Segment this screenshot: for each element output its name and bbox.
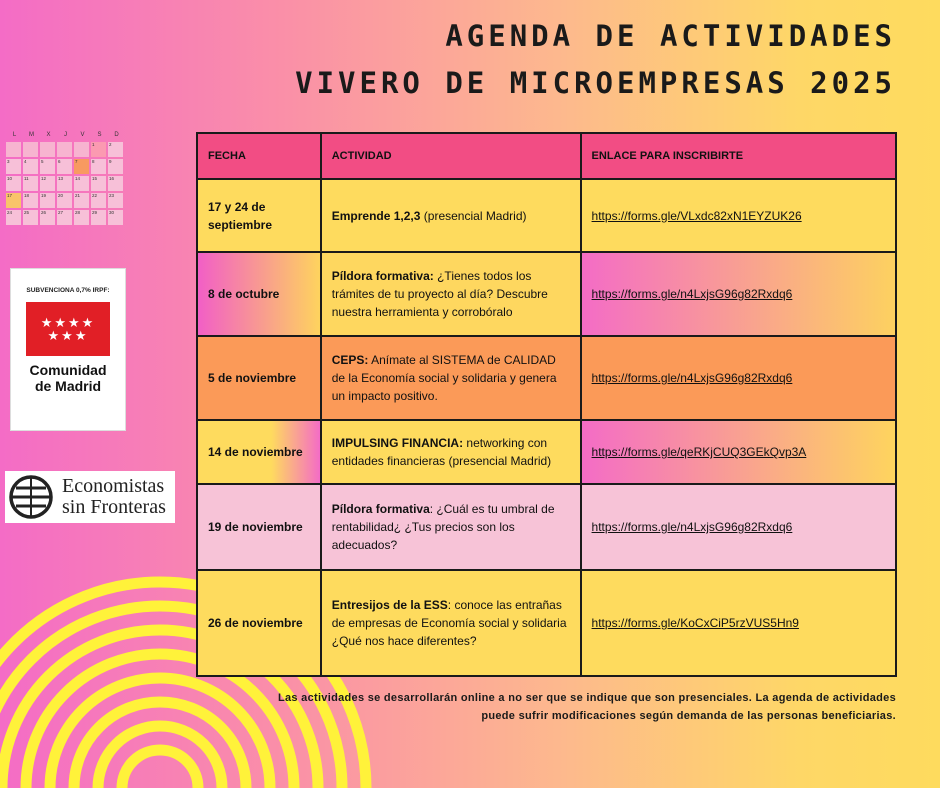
- registration-link[interactable]: https://forms.gle/VLxdc82xN1EYZUK26: [591, 208, 802, 223]
- calendar-day: 15: [91, 176, 106, 191]
- row-link-cell: [581, 420, 896, 484]
- row-activity: [321, 179, 581, 252]
- row-activity: [321, 252, 581, 336]
- calendar-day: 6: [57, 159, 72, 174]
- header-actividad: ACTIVIDAD: [321, 133, 581, 179]
- calendar-day: [57, 142, 72, 157]
- registration-link[interactable]: https://forms.gle/qeRKjCUQ3GEkQvp3A: [591, 445, 807, 459]
- footnote: Las actividades se desarrollarán online a no ser que se indique que son presenciales. La agenda de actividades puede sufrir modificaciones según demanda de las personas beneficiarias.: [277, 692, 896, 722]
- calendar-day: 13: [57, 176, 72, 191]
- activity-title: Emprende 1,2,3: [331, 208, 421, 223]
- table-row: [197, 252, 896, 336]
- calendar-day: 7: [74, 159, 89, 174]
- esf-globe-icon: [8, 474, 54, 520]
- table-row: [197, 420, 896, 484]
- row-date: 17 y 24 de septiembre: [197, 179, 321, 252]
- row-link-cell: [581, 252, 896, 336]
- row-activity: [321, 484, 581, 570]
- table-row: [197, 484, 896, 570]
- esf-name-line-1: Economistas: [62, 475, 165, 497]
- calendar-day: 17: [6, 193, 21, 208]
- row-link-cell: [581, 570, 896, 676]
- calendar-day: 3: [6, 159, 21, 174]
- mini-calendar: [6, 132, 126, 225]
- row-link-cell: [581, 484, 896, 570]
- calendar-day: 2: [108, 142, 123, 157]
- row-link-cell: [581, 179, 896, 252]
- table-row: [197, 570, 896, 676]
- calendar-day: [40, 142, 55, 157]
- calendar-day: 26: [40, 210, 55, 225]
- registration-link[interactable]: https://forms.gle/KoCxCiP5rzVUS5Hn9: [591, 616, 799, 630]
- agenda-table: [196, 132, 897, 677]
- calendar-day: 8: [91, 159, 106, 174]
- calendar-day: [23, 142, 38, 157]
- calendar-day: [74, 142, 89, 157]
- calendar-weekday: J: [64, 132, 67, 138]
- calendar-day: 25: [23, 210, 38, 225]
- calendar-day: 27: [57, 210, 72, 225]
- row-activity: [321, 420, 581, 484]
- row-activity: [321, 336, 581, 420]
- row-date: 19 de noviembre: [197, 484, 321, 570]
- calendar-day: 18: [23, 193, 38, 208]
- activity-description: Anímate al SISTEMA de CALIDAD de la Economía social y solidaria y genera un impacto positivo.: [331, 353, 557, 403]
- calendar-day: [6, 142, 21, 157]
- registration-link[interactable]: https://forms.gle/n4LxjsG96g82Rxdq6: [591, 371, 793, 385]
- registration-link[interactable]: https://forms.gle/n4LxjsG96g82Rxdq6: [591, 287, 793, 301]
- calendar-day: 28: [74, 210, 89, 225]
- activity-title: CEPS:: [331, 353, 369, 367]
- row-activity: [321, 570, 581, 676]
- page-title-line-2: VIVERO DE MICROEMPRESAS 2025: [295, 66, 896, 100]
- table-header-row: [197, 133, 896, 179]
- row-date: 14 de noviembre: [197, 420, 321, 484]
- calendar-day: 19: [40, 193, 55, 208]
- calendar-day: 23: [108, 193, 123, 208]
- row-date: 5 de noviembre: [197, 336, 321, 420]
- table-row: [197, 336, 896, 420]
- calendar-day: 12: [40, 176, 55, 191]
- registration-link[interactable]: https://forms.gle/n4LxjsG96g82Rxdq6: [591, 520, 793, 534]
- economistas-sin-fronteras-logo: [5, 471, 175, 523]
- calendar-weekday: V: [80, 132, 85, 138]
- calendar-day: 10: [6, 176, 21, 191]
- calendar-weekday: X: [46, 132, 51, 138]
- logo-subvenciona-label: SUBVENCIONA 0,7% IRPF:: [26, 287, 110, 294]
- calendar-day: 29: [91, 210, 106, 225]
- activity-title: IMPULSING FINANCIA:: [331, 436, 464, 450]
- activity-description: networking con entidades financieras (presencial Madrid): [331, 436, 552, 468]
- calendar-day: 4: [23, 159, 38, 174]
- activity-description: ¿Tienes todos los trámites de tu proyecto al día? Descubre nuestra herramienta y corrobóralo: [331, 269, 548, 319]
- calendar-day: 14: [74, 176, 89, 191]
- calendar-day: 30: [108, 210, 123, 225]
- calendar-weekday: S: [97, 132, 102, 138]
- esf-name-line-2: sin Fronteras: [62, 496, 166, 518]
- row-link-cell: [581, 336, 896, 420]
- calendar-day: 21: [74, 193, 89, 208]
- activity-description: : conoce las entrañas de empresas de Economía social y solidaria ¿Qué nos hace diferentes?: [331, 598, 567, 648]
- page-title-line-1: AGENDA DE ACTIVIDADES: [445, 19, 896, 53]
- logo-name-line-2: de Madrid: [34, 378, 102, 394]
- calendar-day: 20: [57, 193, 72, 208]
- activity-title: Píldora formativa:: [331, 269, 434, 283]
- calendar-day: 9: [108, 159, 123, 174]
- table-row: [197, 179, 896, 252]
- calendar-weekdays: [6, 132, 126, 138]
- header-fecha: FECHA: [197, 133, 321, 179]
- activity-title: Entresijos de la ESS: [331, 598, 448, 612]
- logo-name-line-1: Comunidad: [29, 362, 107, 378]
- calendar-day: 11: [23, 176, 38, 191]
- calendar-day: 1: [91, 142, 106, 157]
- calendar-day: 16: [108, 176, 123, 191]
- activity-title: Píldora formativa: [331, 502, 430, 516]
- madrid-flag-icon: ★★★★ ★★★: [26, 302, 110, 356]
- activity-description: : ¿Cuál es tu umbral de rentabilidad¿ ¿Tus precios son los adecuados?: [331, 502, 555, 552]
- calendar-day: 5: [40, 159, 55, 174]
- calendar-weekday: L: [12, 132, 17, 138]
- header-enlace: ENLACE PARA INSCRIBIRTE: [581, 133, 896, 179]
- calendar-day: 22: [91, 193, 106, 208]
- row-date: 26 de noviembre: [197, 570, 321, 676]
- calendar-weekday: M: [29, 132, 34, 138]
- activity-description: (presencial Madrid): [420, 208, 527, 223]
- calendar-day: 24: [6, 210, 21, 225]
- comunidad-madrid-logo: [10, 268, 126, 431]
- calendar-weekday: D: [114, 132, 119, 138]
- calendar-grid: [6, 142, 126, 225]
- row-date: 8 de octubre: [197, 252, 321, 336]
